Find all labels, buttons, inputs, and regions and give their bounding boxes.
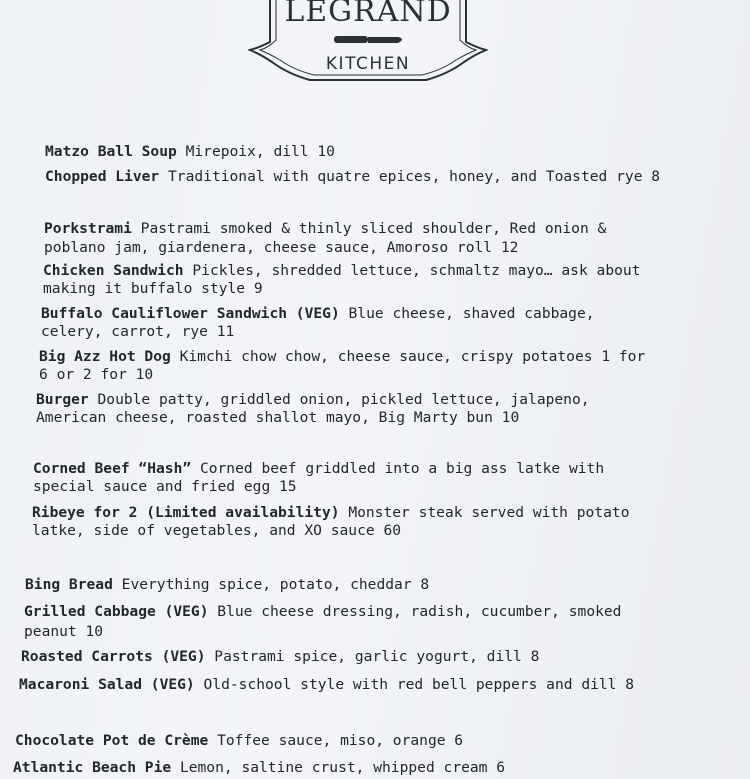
menu-item (25, 576, 429, 594)
menu-item-description: Blue cheese dressing, radish, cucumber, smoked (208, 603, 622, 620)
menu-item-description: Pastrami spice, garlic yogurt, dill 8 (205, 648, 540, 665)
menu-item-name: Corned Beef “Hash” (33, 460, 192, 477)
menu-item (43, 262, 640, 298)
menu-item-name: Big Azz Hot Dog (39, 348, 171, 365)
menu-item-name: Burger (36, 391, 89, 408)
menu-item-description: Toffee sauce, miso, orange 6 (208, 732, 464, 749)
menu-item-name: Ribeye for 2 (Limited availability) (32, 504, 340, 521)
menu-item (45, 143, 335, 161)
menu-item (39, 348, 645, 384)
menu-item-description: Mirepoix, dill 10 (176, 143, 335, 160)
menu-item-name: Chocolate Pot de Crème (15, 732, 209, 749)
menu-item-description: American cheese, roasted shallot mayo, Big Marty bun 10 (36, 409, 520, 426)
menu-item (44, 219, 606, 257)
menu-item-name: Macaroni Salad (VEG) (19, 676, 195, 693)
menu-item (36, 391, 590, 427)
menu-item-description: Double patty, griddled onion, pickled lettuce, jalapeno, (88, 391, 590, 408)
menu-item-name: Atlantic Beach Pie (13, 759, 172, 776)
menu-item (19, 676, 634, 694)
menu-item-description: peanut 10 (24, 623, 104, 640)
menu-item (33, 460, 604, 496)
menu-item-description: latke, side of vegetables, and XO sauce 60 (32, 522, 402, 539)
menu-item-description: Lemon, saltine crust, whipped cream 6 (171, 759, 506, 776)
menu-item (41, 305, 595, 341)
logo-name: LEGRAND (284, 0, 452, 29)
menu-item-description: Kimchi chow chow, cheese sauce, crispy potatoes 1 for (170, 348, 646, 365)
menu-item-description: Corned beef griddled into a big ass latke with (191, 460, 605, 477)
menu-item-name: Matzo Ball Soup (45, 143, 177, 160)
menu-item-description: Everything spice, potato, cheddar 8 (112, 576, 430, 593)
menu-item (15, 732, 463, 750)
menu-item-description: special sauce and fried egg 15 (33, 478, 297, 495)
menu-item-description: Pastrami smoked & thinly sliced shoulder, Red onion & (131, 220, 607, 237)
menu-item-description: poblano jam, giardenera, cheese sauce, Amoroso roll 12 (44, 239, 519, 256)
menu-item (45, 168, 660, 186)
menu-item-name: Grilled Cabbage (VEG) (24, 603, 209, 620)
menu-item (21, 648, 539, 666)
menu-item (32, 504, 629, 540)
menu-item-description: 6 or 2 for 10 (39, 366, 154, 383)
menu-item (24, 602, 621, 642)
menu-item-name: Roasted Carrots (VEG) (21, 648, 206, 665)
menu-item-description: Blue cheese, shaved cabbage, (339, 305, 595, 322)
menu-item-description: Traditional with quatre epices, honey, and Toasted rye 8 (159, 168, 661, 185)
logo-subtitle: KITCHEN (325, 54, 411, 74)
menu-item-name: Chopped Liver (45, 168, 160, 185)
menu-item-description: Old-school style with red bell peppers and dill 8 (194, 676, 635, 693)
menu-item (13, 759, 505, 777)
menu-item-name: Chicken Sandwich (43, 262, 184, 279)
menu-item-name: Porkstrami (44, 220, 132, 237)
menu-item-description: Monster steak served with potato (339, 504, 630, 521)
menu-item-description: celery, carrot, rye 11 (41, 323, 235, 340)
menu-item-name: Buffalo Cauliflower Sandwich (VEG) (41, 305, 340, 322)
menu-item-name: Bing Bread (25, 576, 113, 593)
menu-item-description: making it buffalo style 9 (43, 280, 263, 297)
menu-item-description: Pickles, shredded lettuce, schmaltz mayo… ask about (183, 262, 641, 279)
